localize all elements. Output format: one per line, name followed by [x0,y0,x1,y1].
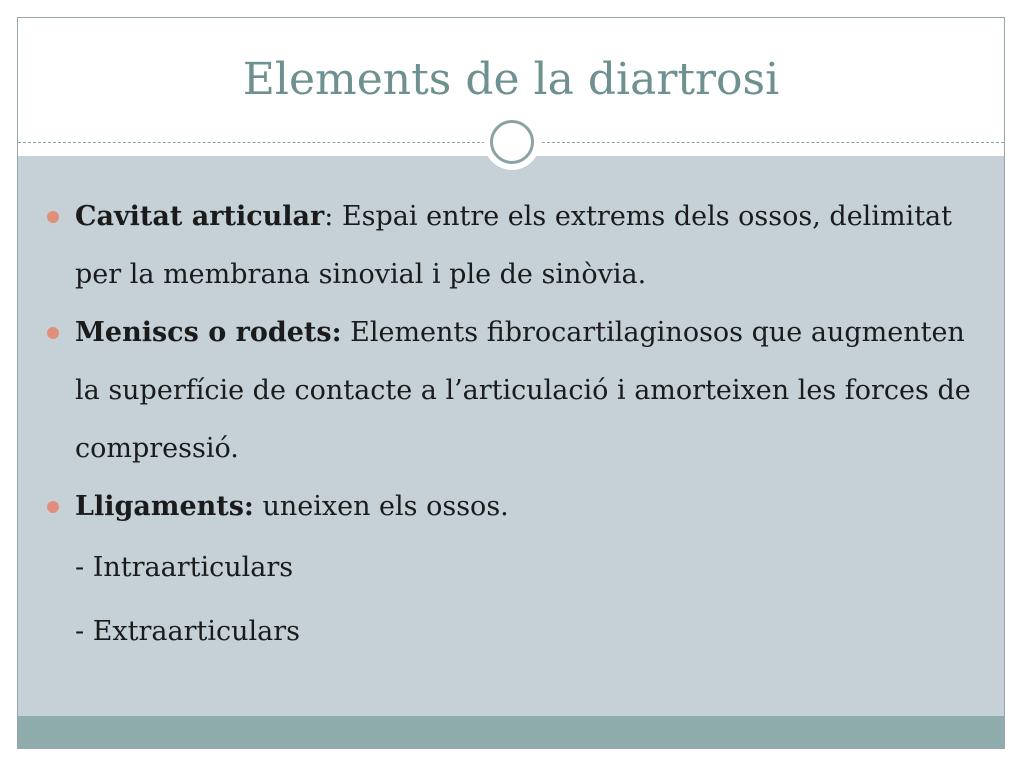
bullet-dot-icon [47,211,59,223]
bullet-item-lligaments [18,478,1004,536]
sub-item-intraarticulars: - Intraarticulars [75,552,294,583]
slide-title: Elements de la diartrosi [242,54,780,105]
bullet-separator: : [324,201,334,232]
slide [17,17,1005,749]
bullet-term: Lligaments: [75,491,254,522]
bullet-item-meniscs [18,304,1004,478]
sub-item-extraarticulars: - Extraarticulars [75,616,300,647]
circle-ornament-icon [484,114,540,170]
bullet-term: Cavitat articular [75,201,325,232]
bullet-text: Elements fibrocartilaginosos que augmenten la superfície de contacte a l’articulació i amorteixen les forces de compressió. [75,317,971,464]
bullet-text: uneixen els ossos. [253,491,509,522]
bullet-list [18,188,1004,664]
footer-band [18,716,1004,749]
bullet-item-cavitat [18,188,1004,304]
bullet-dot-icon [47,501,59,513]
bullet-term: Meniscs o rodets: [75,317,342,348]
bullet-dot-icon [47,327,59,339]
circle-ornament-inner [490,120,534,164]
bullet-text: Espai entre els extrems dels ossos, delimitat per la membrana sinovial i ple de sinòvia. [75,201,952,290]
